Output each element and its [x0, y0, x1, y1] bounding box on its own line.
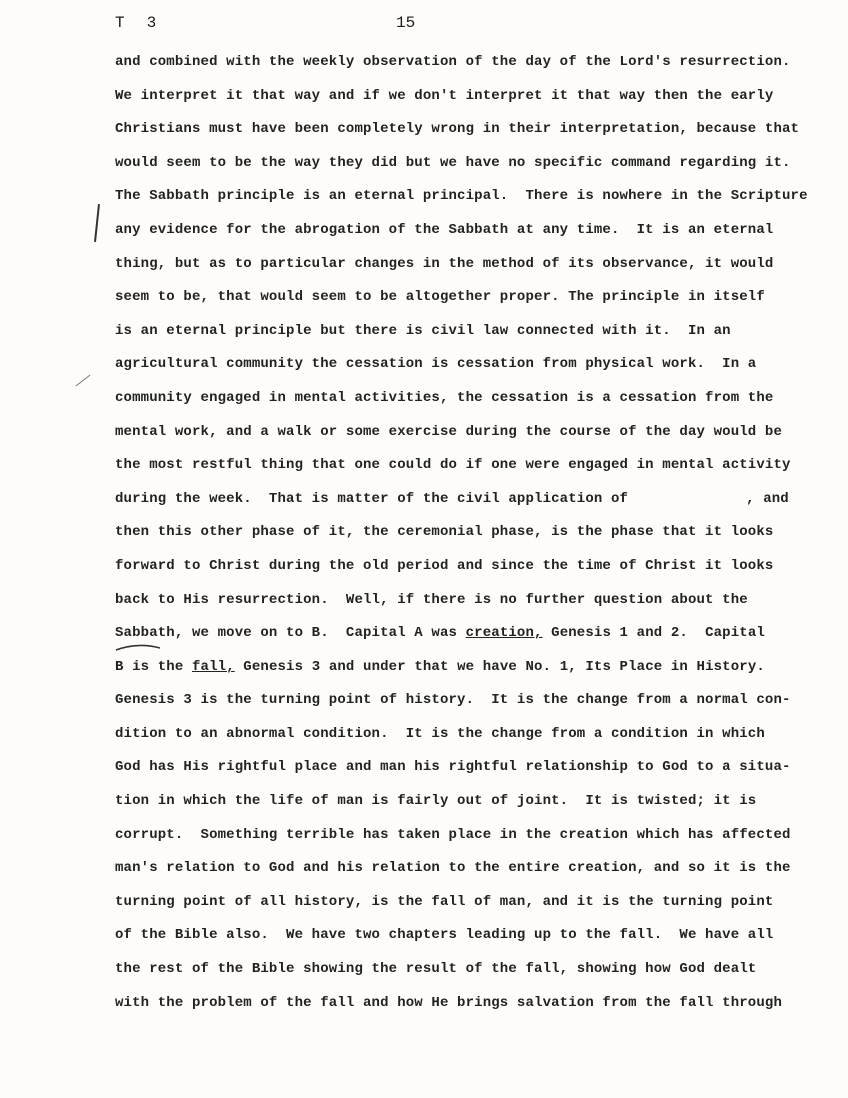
underlined-word-fall: fall, [191, 658, 235, 675]
text-line: turning point of all history, is the fall of man, and it is the turning point [115, 893, 774, 910]
text-segment: B is the [115, 658, 184, 675]
text-line: community engaged in mental activities, the cessation is a cessation from the [115, 389, 774, 406]
text-line: would seem to be the way they did but we have no specific command regarding it. [115, 154, 791, 171]
text-line: then this other phase of it, the ceremonial phase, is the phase that it looks [115, 524, 774, 541]
text-line: is an eternal principle but there is civil law connected with it. In an [115, 322, 731, 339]
text-line: the rest of the Bible showing the result of the fall, showing how God dealt [115, 961, 757, 978]
code-number: 3 [146, 14, 157, 32]
transcript-body [115, 46, 815, 1020]
document-code [115, 14, 156, 32]
text-line: corrupt. Something terrible has taken place in the creation which has affected [115, 826, 791, 843]
text-segment: Sabbath, we move on to B. Capital A was [115, 625, 458, 642]
text-line: with the problem of the fall and how He brings salvation from the fall through [115, 994, 783, 1011]
page-number: 15 [396, 14, 416, 32]
text-line: Christians must have been completely wrong in their interpretation, because that [115, 121, 800, 138]
text-line: We interpret it that way and if we don't interpret it that way then the early [115, 87, 774, 104]
code-letter: T [115, 14, 125, 32]
text-line: back to His resurrection. Well, if there is no further question about the [115, 591, 748, 608]
text-line: The Sabbath principle is an eternal principal. There is nowhere in the Scripture [115, 188, 808, 205]
text-line: tion in which the life of man is fairly out of joint. It is twisted; it is [115, 793, 757, 810]
text-line: the most restful thing that one could do if one were engaged in mental activity [115, 457, 791, 474]
text-line-with-gap [115, 483, 815, 517]
text-line: of the Bible also. We have two chapters leading up to the fall. We have all [115, 927, 774, 944]
text-line: forward to Christ during the old period and since the time of Christ it looks [115, 557, 774, 574]
text-segment: Genesis 3 and under that we have No. 1, Its Place in History. [234, 658, 765, 675]
text-line: God has His rightful place and man his rightful relationship to God to a situa- [115, 759, 791, 776]
text-line-with-underline [115, 651, 815, 685]
text-line: Genesis 3 is the turning point of history. It is the change from a normal con- [115, 692, 791, 709]
underlined-word-creation: creation, [465, 625, 543, 642]
text-line: seem to be, that would seem to be altogether proper. The principle in itself [115, 289, 765, 306]
text-line: any evidence for the abrogation of the Sabbath at any time. It is an eternal [115, 221, 774, 238]
text-line: dition to an abnormal condition. It is the change from a condition in which [115, 725, 765, 742]
margin-pencil-mark [94, 204, 100, 242]
page-header [0, 14, 848, 38]
text-line: thing, but as to particular changes in the method of its observance, it would [115, 255, 774, 272]
text-line: and combined with the weekly observation of the day of the Lord's resurrection. [115, 54, 791, 70]
text-segment: Genesis 1 and 2. Capital [542, 625, 765, 642]
text-line-with-underline [115, 617, 815, 651]
text-line: man's relation to God and his relation to the entire creation, and so it is the [115, 860, 791, 877]
text-line: mental work, and a walk or some exercise during the course of the day would be [115, 423, 783, 440]
text-line: agricultural community the cessation is cessation from physical work. In a [115, 356, 757, 373]
text-segment: , and [746, 490, 789, 507]
text-segment: during the week. That is matter of the civil application of [115, 490, 629, 507]
margin-pencil-tick [76, 375, 91, 387]
